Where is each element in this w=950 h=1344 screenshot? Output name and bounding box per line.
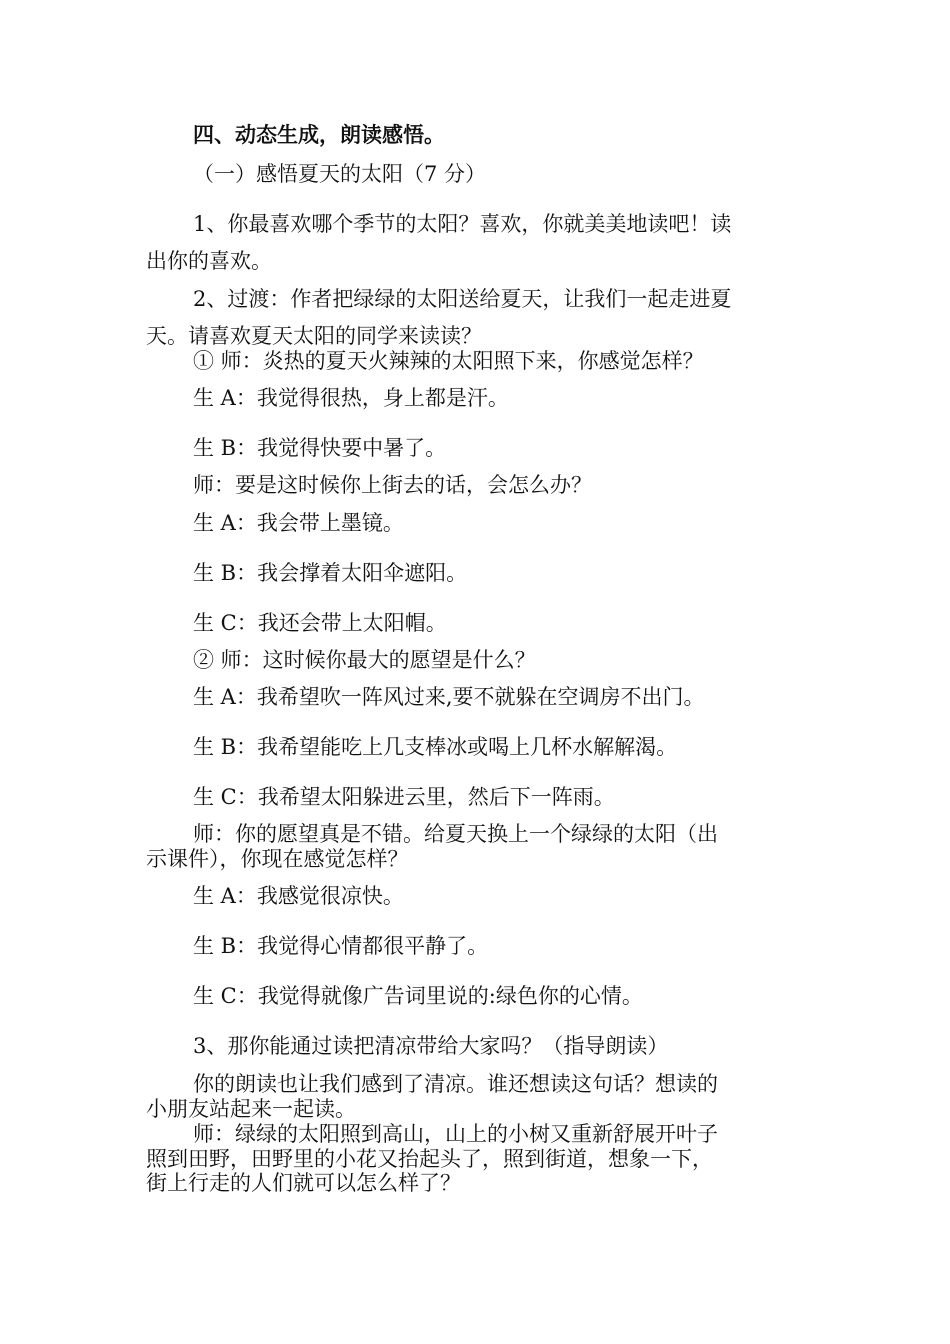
dialogue-line: 生 B：我希望能吃上几支棒冰或喝上几杯水解解渴。 [193, 735, 678, 759]
subsection-heading: （一）感悟夏天的太阳（7 分） [193, 162, 487, 186]
dialogue-line: 生 B：我觉得快要中暑了。 [193, 436, 447, 460]
dialogue-line: 生 B：我会撑着太阳伞遮阳。 [193, 561, 468, 585]
dialogue-line: 生 C：我觉得就像广告词里说的:绿色你的心情。 [193, 984, 643, 1008]
dialogue-line: 生 A：我觉得很热，身上都是汗。 [193, 386, 509, 410]
dialogue-line: ② 师：这时候你最大的愿望是什么？ [193, 648, 536, 672]
dialogue-line: 生 A：我希望吹一阵风过来,要不就躲在空调房不出门。 [193, 685, 705, 709]
dialogue-line: 示课件），你现在感觉怎样？ [146, 847, 409, 871]
dialogue-line: 生 A：我会带上墨镜。 [193, 511, 404, 535]
dialogue-line: 生 C：我还会带上太阳帽。 [193, 611, 447, 635]
paragraph-line: 2、过渡：作者把绿绿的太阳送给夏天，让我们一起走进夏 [193, 287, 732, 311]
paragraph-line: 小朋友站起来一起读。 [146, 1097, 356, 1121]
dialogue-line: 生 C：我希望太阳躲进云里，然后下一阵雨。 [193, 785, 615, 809]
paragraph-line: 天。请喜欢夏天太阳的同学来读读？ [146, 324, 482, 348]
paragraph-line: 你的朗读也让我们感到了清凉。谁还想读这句话？想读的 [193, 1072, 718, 1096]
dialogue-line: 师：你的愿望真是不错。给夏天换上一个绿绿的太阳（出 [193, 822, 718, 846]
paragraph-line: 照到田野，田野里的小花又抬起头了，照到街道，想象一下， [146, 1147, 713, 1171]
paragraph-line: 3、那你能通过读把清凉带给大家吗？（指导朗读） [193, 1034, 669, 1058]
paragraph-line: 师：绿绿的太阳照到高山，山上的小树又重新舒展开叶子 [193, 1122, 718, 1146]
dialogue-line: ① 师：炎热的夏天火辣辣的太阳照下来，你感觉怎样？ [193, 349, 704, 373]
dialogue-line: 生 A：我感觉很凉快。 [193, 884, 404, 908]
paragraph-line: 出你的喜欢。 [146, 249, 272, 273]
dialogue-line: 生 B：我觉得心情都很平静了。 [193, 934, 489, 958]
section-heading: 四、动态生成，朗读感悟。 [193, 123, 445, 147]
paragraph-line: 1、你最喜欢哪个季节的太阳？喜欢，你就美美地读吧！读 [193, 212, 732, 236]
paragraph-line: 街上行走的人们就可以怎么样了？ [146, 1171, 461, 1195]
dialogue-line: 师：要是这时候你上街去的话，会怎么办？ [193, 473, 592, 497]
